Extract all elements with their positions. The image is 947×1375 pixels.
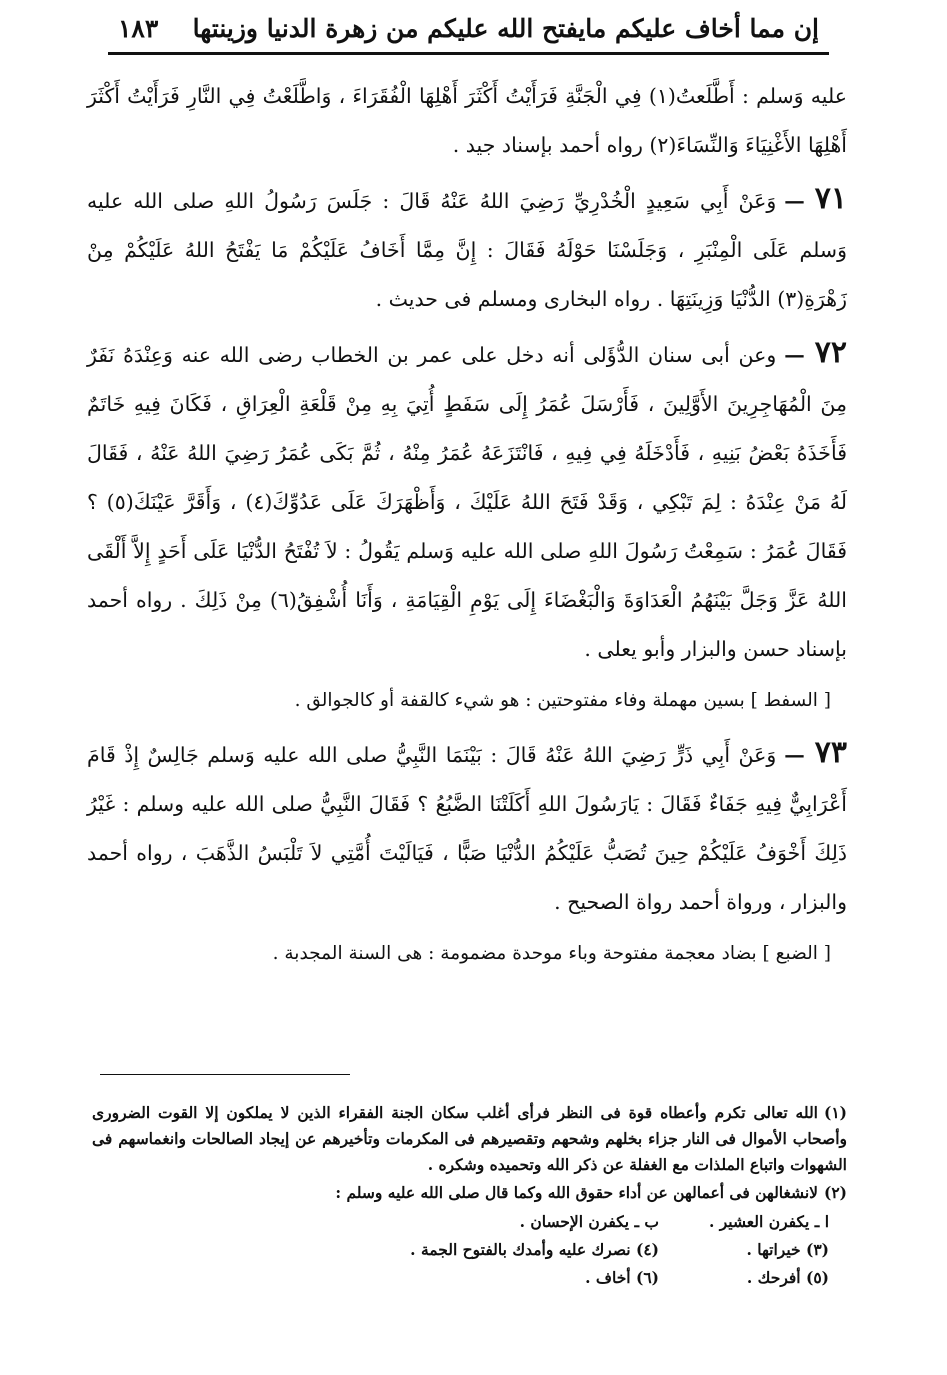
hadith-number: ٧١ xyxy=(814,181,847,216)
footnote-number: (٢) xyxy=(823,1183,847,1202)
header-rule xyxy=(108,52,829,55)
hadith-continuation xyxy=(87,72,847,170)
footnote-6: (٦) أخاف . xyxy=(585,1268,659,1287)
hadith-continuation-text: عليه وَسلم : أَطَّلَعتُ(١) فِي الْجَنَّةِ فَرَأَيْتُ أَكْثَرَ أَهْلِهَا الْفُقَرَاءَ ، وَاطَّلَعْتُ فِي النَّارِ فَرَأَيْتُ أَكْثَرَ أَهْلِهَا الأَغْنِيَاءَ وَالنِّسَاءَ(٢) رواه أحمد بإسناد جيد . xyxy=(87,84,847,157)
hadith-71 xyxy=(87,174,847,324)
footnote-row xyxy=(269,1236,829,1264)
footnote-5: (٥) أفرحك . xyxy=(746,1268,829,1287)
footnote-4: (٤) نصرك عليه وأمدك بالفتوح الجمة . xyxy=(410,1240,659,1259)
hadith-text: وَعَنْ أَبِي ذَرٍّ رَضِيَ اللهُ عَنْهُ قَالَ : بَيْنَمَا النَّبِيُّ صلى الله عليه وَسلم جَالِسٌ إِذْ قَامَ أَعْرَابِيٌّ فِيهِ جَفَاءٌ فَقَالَ : يَارَسُولَ اللهِ أَكَلَتْنَا الضَّبُعُ ؟ فَقَالَ النَّبِيُّ صلى الله عليه وسلم : غَيْرُ ذَلِكَ أَخْوَفُ عَلَيْكُمْ حِينَ تُصَبُّ عَلَيْكُمُ الدُّنْيَا صَبًّا ، فَيَالَيْتَ أُمَّتِي لاَ تَلْبَسُ الذَّهَبَ ، رواه أحمد والبزار ، ورواة أحمد رواة الصحيح . xyxy=(87,743,847,914)
hadith-number: ٧٣ xyxy=(814,735,847,770)
hadith-dash: — xyxy=(784,743,805,767)
page-number: ١٨٣ xyxy=(118,13,159,43)
footnote-choices xyxy=(269,1208,847,1292)
footnote-3: (٣) خيراتها . xyxy=(746,1240,829,1259)
footnote-rule xyxy=(100,1074,350,1075)
hadith-dash: — xyxy=(784,189,805,213)
hadith-text: وَعَنْ أَبِي سَعِيدٍ الْخُدْرِيِّ رَضِيَ اللهُ عَنْهُ قَالَ : جَلَسَ رَسُولُ اللهِ صلى الله عليه وَسلم عَلَى الْمِنْبَرِ ، وَجَلَسْنَا حَوْلَهُ فَقَالَ : إِنَّ مِمَّا أَخَافُ عَلَيْكُمْ مَا يَفْتَحُ اللهُ عَلَيْكُمْ مِنْ زَهْرَةِ(٣) الدُّنْيَا وَزِينَتِهَا . رواه البخارى ومسلم فى حديث . xyxy=(87,189,847,311)
footnotes xyxy=(92,1100,847,1292)
footnote-row xyxy=(269,1208,829,1236)
hadith-number: ٧٢ xyxy=(814,335,847,370)
footnote-row xyxy=(269,1264,829,1292)
gloss-dabu: [ الضبع ] بضاد معجمة مفتوحة وباء موحدة مضمومة : هى السنة المجدبة . xyxy=(272,943,831,964)
hadith-72 xyxy=(87,328,847,674)
footnote-2 xyxy=(92,1180,847,1206)
footnote-text: لانشغالهن فى أعمالهن عن أداء حقوق الله وكما قال صلى الله عليه وسلم : xyxy=(335,1183,818,1202)
hadith-text: وعن أبى سنان الدُّؤَلى أنه دخل على عمر بن الخطاب رضى الله عنه وَعِنْدَهُ نَفَرٌ مِنَ الْمُهَاجِرِينَ الأَوَّلِينَ ، فَأَرْسَلَ عُمَرُ إِلَى سَفَطٍ أُتِيَ بِهِ مِنْ قَلْعَةِ الْعِرَاقِ ، فَكَانَ فِيهِ خَاتَمٌ فَأَخَذَهُ بَعْضُ بَنِيهِ ، فَأَدْخَلَهُ فِي فِيهِ ، فَانْتَزَعَهُ عُمَرُ مِنْهُ ، ثُمَّ بَكَى عُمَرُ رَضِيَ اللهُ عَنْهُ ، فَقَالَ لَهُ مَنْ عِنْدَهُ : لِمَ تَبْكِي ، وَقَدْ فَتَحَ اللهُ عَلَيْكَ ، وَأَظْهَرَكَ عَلَى عَدُوِّكَ(٤) ، وَأَقَرَّ عَيْنَكَ(٥) ؟ فَقَالَ عُمَرُ : سَمِعْتُ رَسُولَ اللهِ صلى الله عليه وَسلم يَقُولُ : لاَ تُفْتَحُ الدُّنْيَا عَلَى أَحَدٍ إِلاَّ أَلْقَى اللهُ عَزَّ وَجَلَّ بَيْنَهُمُ الْعَدَاوَةَ وَالْبَغْضَاءَ إِلَى يَوْمِ الْقِيَامَةِ ، وَأَنَا أُشْفِقُ(٦) مِنْ ذَلِكَ . رواه أحمد بإسناد حسن والبزار وأبو يعلى . xyxy=(87,343,848,661)
footnote-1 xyxy=(92,1100,847,1178)
footnote-choice: ا ـ يكفرن العشير . xyxy=(708,1212,829,1231)
running-header xyxy=(118,6,819,50)
footnote-choice: ب ـ يكفرن الإحسان . xyxy=(519,1212,659,1231)
hadith-dash: — xyxy=(784,343,805,367)
main-text xyxy=(87,72,847,981)
footnote-text: الله تعالى تكرم وأعطاه قوة فى النظر فرأى أغلب سكان الجنة الفقراء الذين لا يملكون إلا القوت الضرورى وأصحاب الأموال فى النار جزاء بخلهم وشحهم وتقصيرهم فى المكرمات وتأخيرهم عن إيجاد الصالحات وانغماسهم فى الشهوات واتباع الملذات مع الغفلة عن ذكر الله وتحميده وشكره . xyxy=(92,1103,847,1174)
footnote-number: (١) xyxy=(823,1103,847,1122)
running-title: إن مما أخاف عليكم مايفتح الله عليكم من زهرة الدنيا وزينتها xyxy=(192,13,819,43)
hadith-73 xyxy=(87,728,847,927)
gloss-safat: [ السفط ] بسين مهملة وفاء مفتوحتين : هو شيء كالقفة أو كالجوالق . xyxy=(294,690,831,711)
